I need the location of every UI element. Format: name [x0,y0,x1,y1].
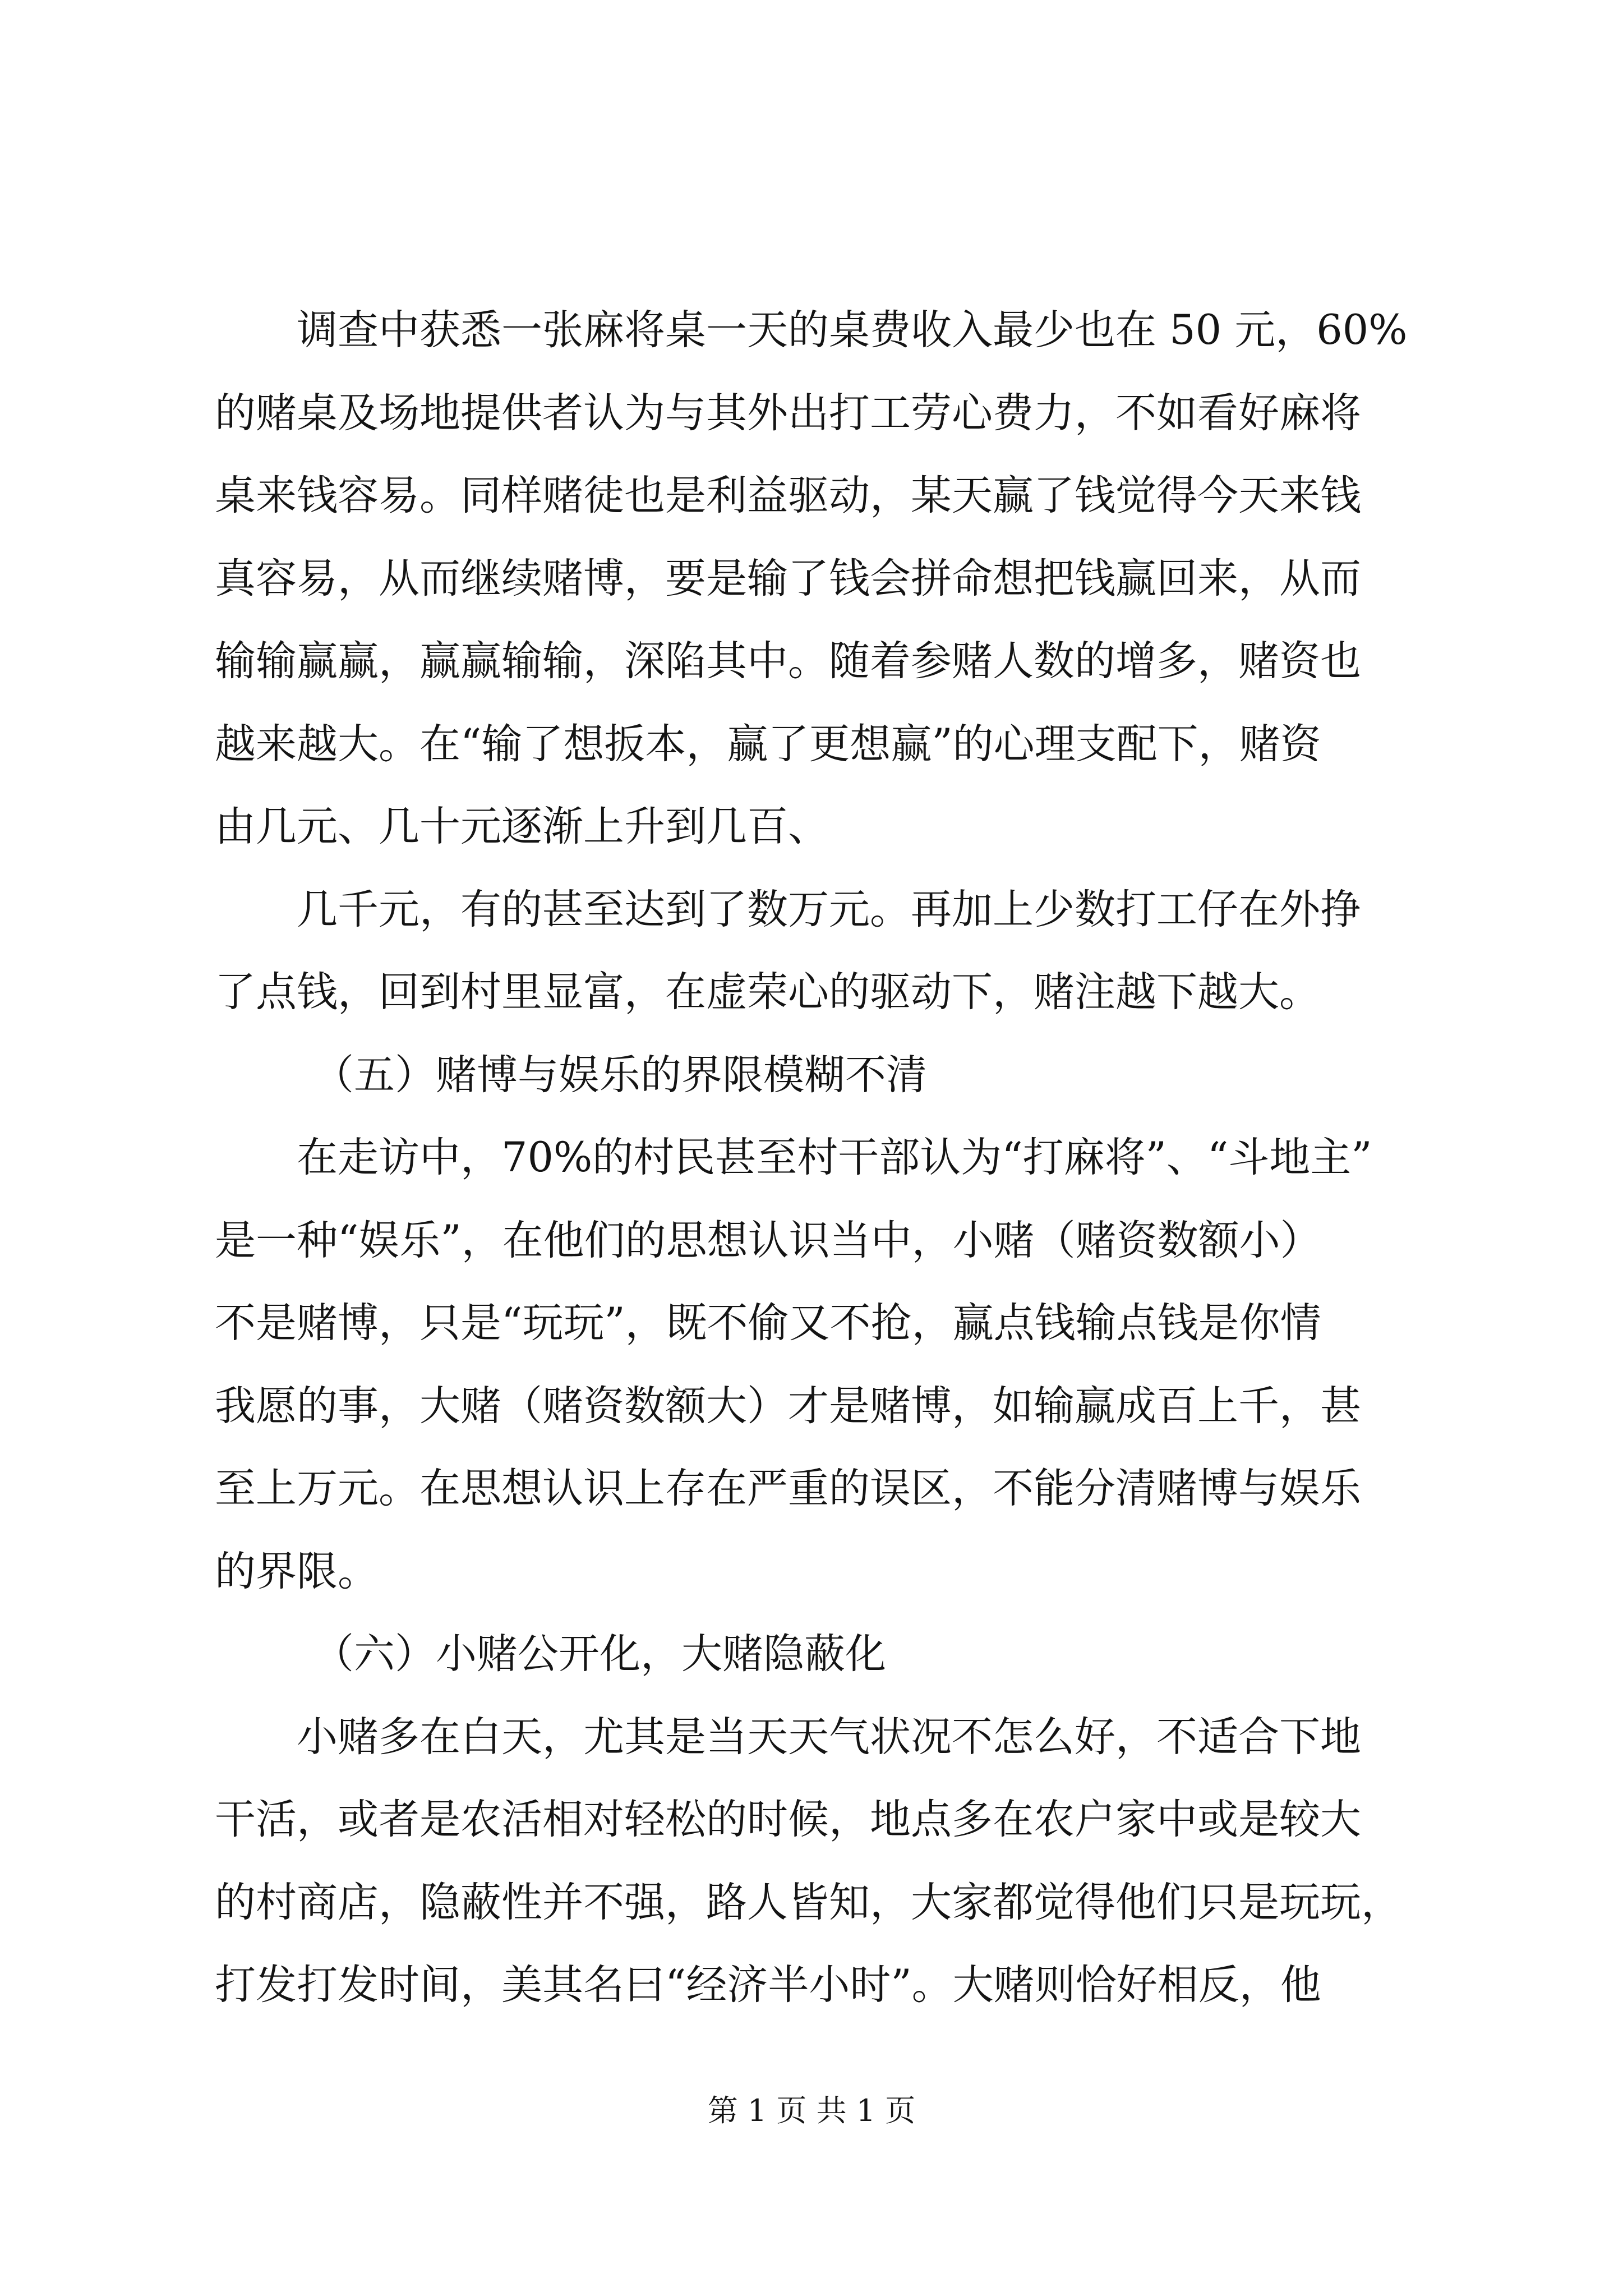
paragraph-line: 的赌桌及场地提供者认为与其外出打工劳心费力，不如看好麻将 [215,389,1361,437]
paragraph-line: 我愿的事，大赌（赌资数额大）才是赌博，如输赢成百上千，甚 [215,1382,1361,1430]
paragraph-line: 的界限。 [215,1547,379,1595]
paragraph-line: 真容易，从而继续赌博，要是输了钱会拼命想把钱赢回来，从而 [215,554,1361,602]
paragraph-line: 小赌多在白天，尤其是当天天气状况不怎么好，不适合下地 [297,1713,1361,1761]
paragraph-line: 越来越大。在“输了想扳本，赢了更想赢”的心理支配下，赌资 [215,720,1321,768]
document-body [215,289,1422,2027]
paragraph-line: 调查中获悉一张麻将桌一天的桌费收入最少也在 50 元，60% [297,306,1408,354]
section-heading: （六）小赌公开化，大赌隐蔽化 [313,1630,886,1678]
paragraph-line: 在走访中，70%的村民甚至村干部认为“打麻将”、“斗地主” [297,1134,1372,1181]
paragraph-line: 由几元、几十元逐渐上升到几百、 [215,803,829,850]
paragraph-line: 打发打发时间，美其名曰“经济半小时”。大赌则恰好相反，他 [215,1961,1321,2009]
page-number-footer: 第 1 页 共 1 页 [707,2093,916,2128]
paragraph-line: 几千元，有的甚至达到了数万元。再加上少数打工仔在外挣 [297,885,1361,933]
paragraph-line: 干活，或者是农活相对轻松的时候，地点多在农户家中或是较大 [215,1796,1361,1843]
paragraph-line: 是一种“娱乐”，在他们的思想认识当中，小赌（赌资数额小） [215,1216,1321,1264]
section-heading: （五）赌博与娱乐的界限模糊不清 [313,1051,927,1099]
paragraph-line: 桌来钱容易。同样赌徒也是利益驱动，某天赢了钱觉得今天来钱 [215,472,1361,519]
paragraph-line: 了点钱，回到村里显富，在虚荣心的驱动下，赌注越下越大。 [215,968,1320,1016]
paragraph-line: 不是赌博，只是“玩玩”，既不偷又不抢，赢点钱输点钱是你情 [215,1299,1321,1347]
paragraph-line: 至上万元。在思想认识上存在严重的误区，不能分清赌博与娱乐 [215,1465,1361,1512]
paragraph-line: 的村商店，隐蔽性并不强，路人皆知，大家都觉得他们只是玩玩， [215,1878,1402,1926]
paragraph-line: 输输赢赢，赢赢输输，深陷其中。随着参赌人数的增多，赌资也 [215,637,1361,685]
